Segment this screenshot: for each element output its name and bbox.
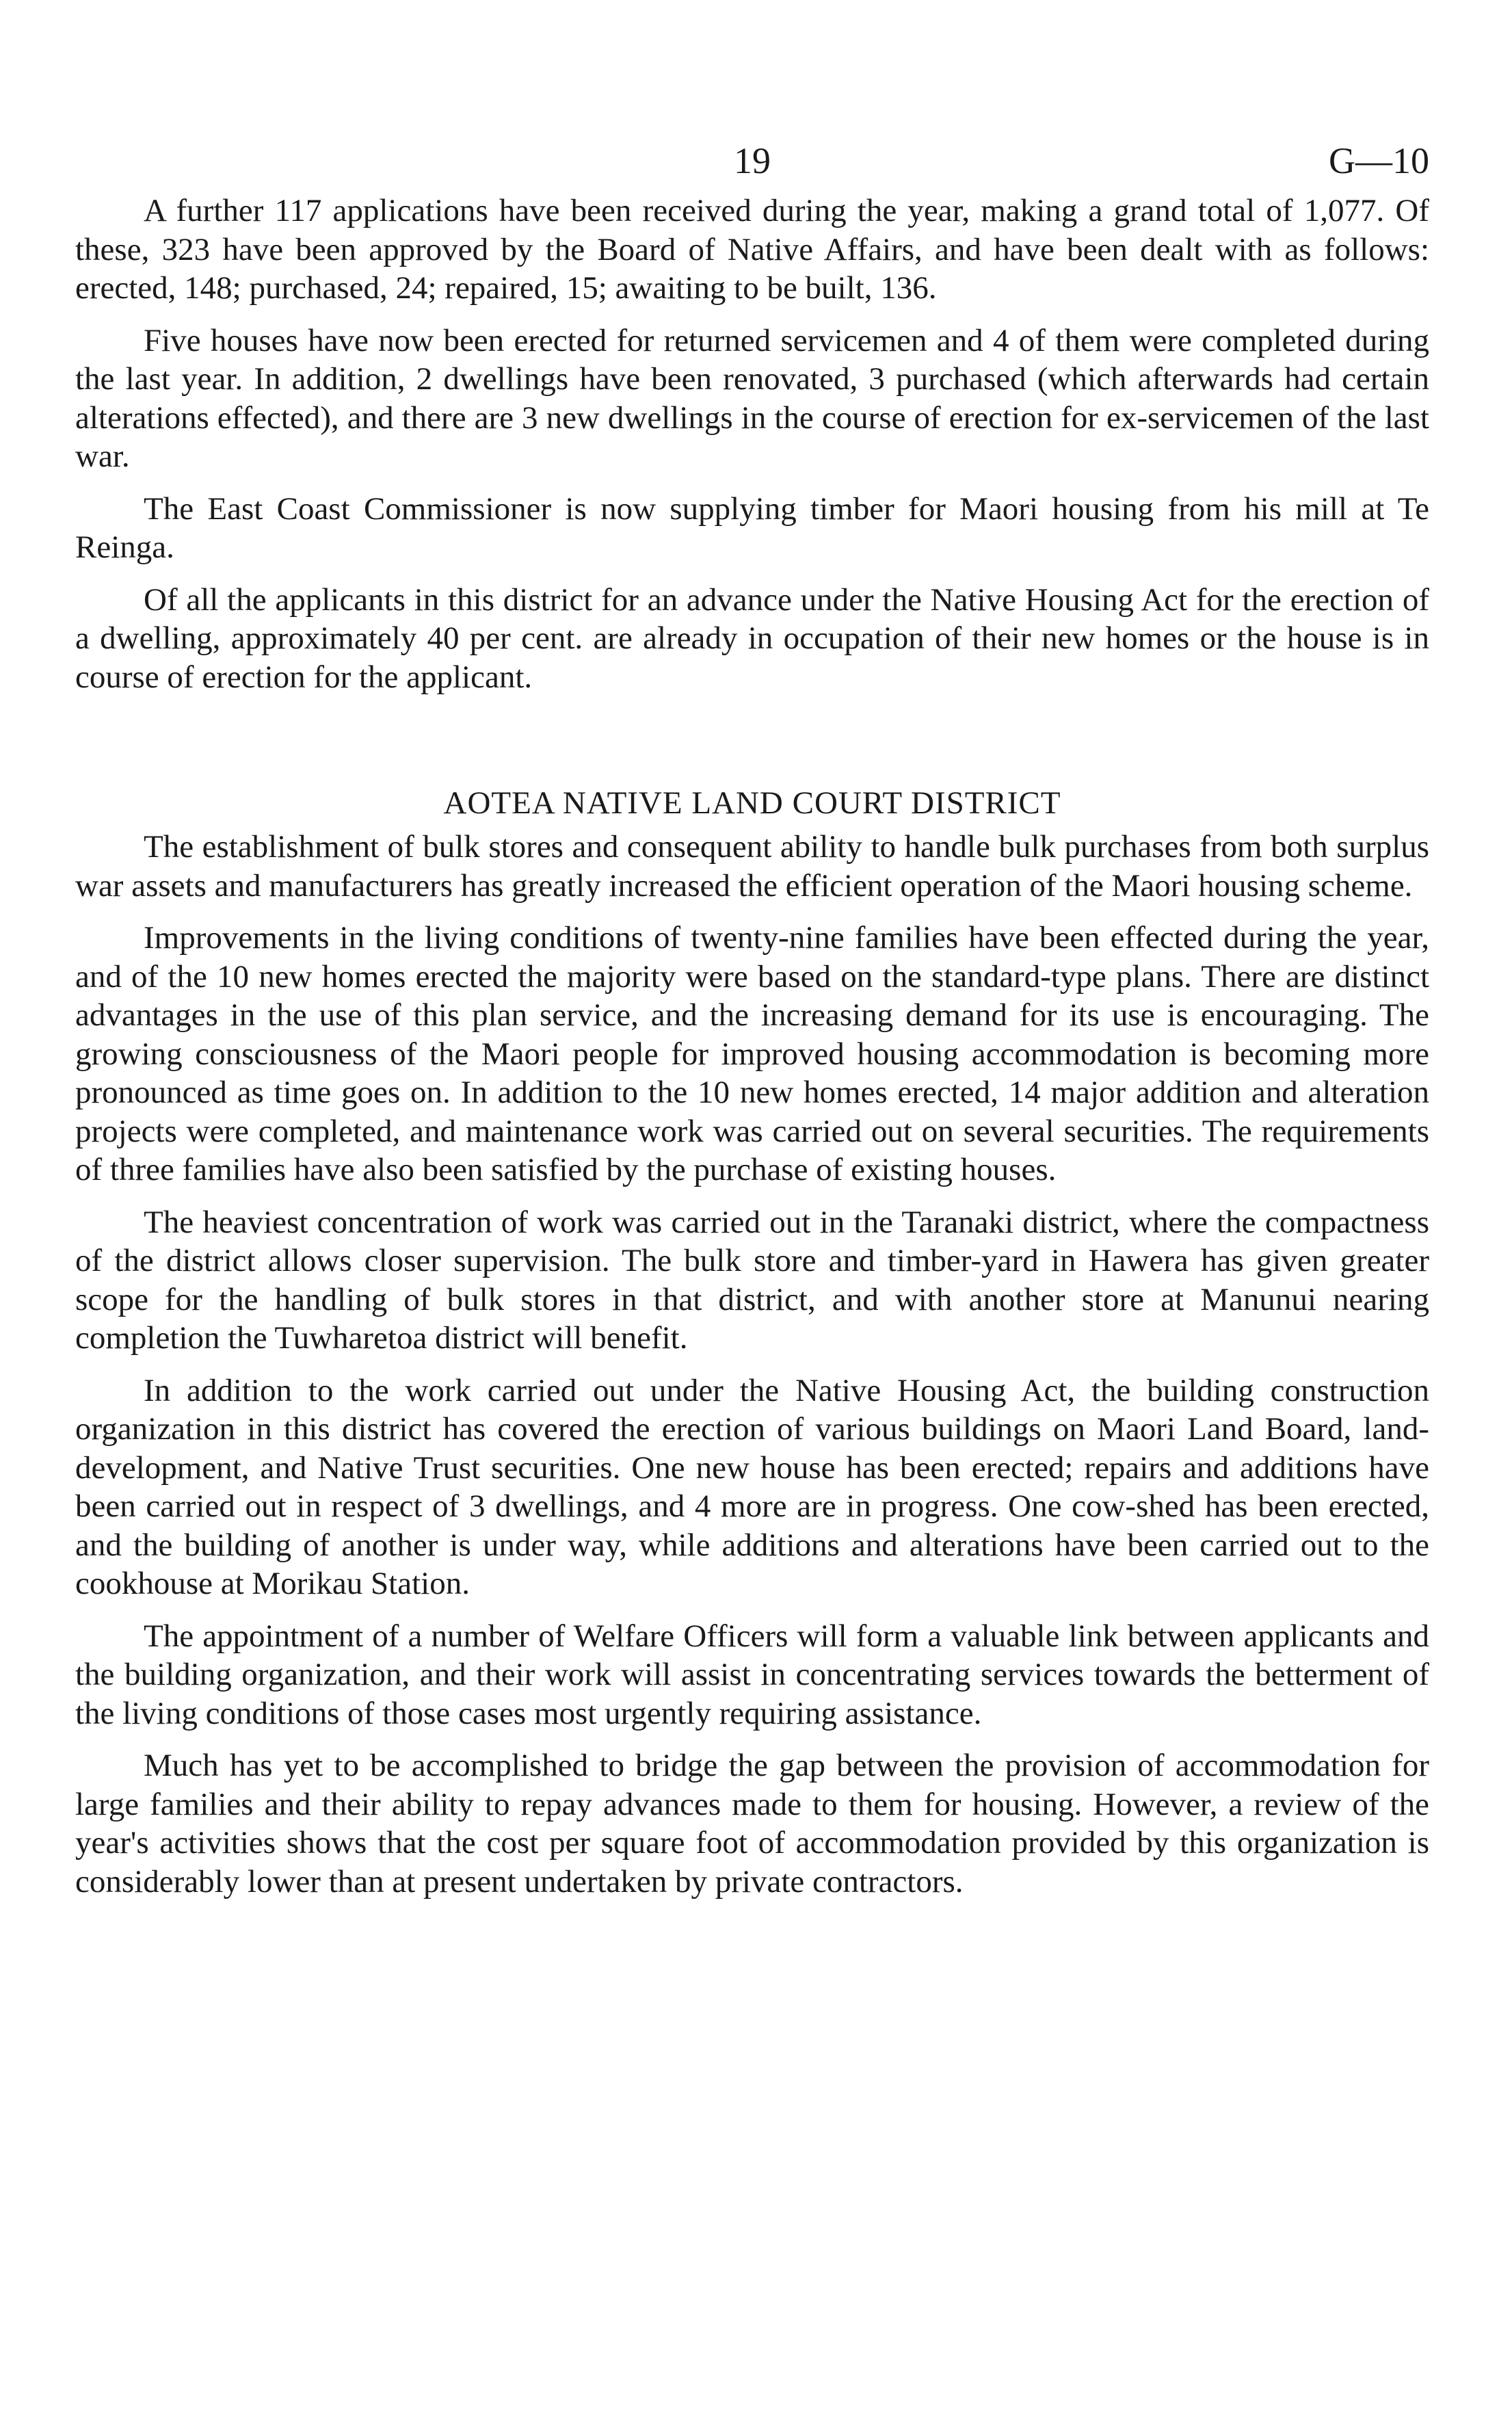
paragraph: Five houses have now been erected for returned servicemen and 4 of them were completed during the last year. In addition, 2 dwellings have been renovated, 3 purchased (which afterwards had certain alterations effected), and there are 3 new dwellings in the course of erection for ex-servicemen of the last war. [75,322,1429,474]
paragraph: Much has yet to be accomplished to bridge the gap between the provision of accommodation for large families and their ability to repay advances made to them for housing. However, a review of the year's activities shows that the cost per square foot of accommodation provided by this organization is considerably lower than at present undertaken by private contractors. [75,1748,1429,1900]
document-reference: G—10 [1329,140,1429,181]
paragraph: The establishment of bulk stores and consequent ability to handle bulk purchases from both surplus war assets and manufacturers has greatly increased the efficient operation of the Maori housing scheme. [75,829,1429,904]
section-east-coast-summary [75,192,1429,696]
page-number: 19 [734,140,771,181]
page-header [75,130,1429,192]
paragraph: In addition to the work carried out under the Native Housing Act, the building construction organization in this district has covered the erection of various buildings on Maori Land Board, land-development, and Native Trust securities. One new house has been erected; repairs and additions have been carried out in respect of 3 dwellings, and 4 more are in progress. One cow-shed has been erected, and the building of another is under way, while additions and alterations have been carried out to the cookhouse at Morikau Station. [75,1372,1429,1601]
paragraph: Of all the applicants in this district for an advance under the Native Housing Act for the erection of a dwelling, approximately 40 per cent. are already in occupation of their new homes or the house is in course of erection for the applicant. [75,581,1429,695]
paragraph: The East Coast Commissioner is now supplying timber for Maori housing from his mill at Te Reinga. [75,490,1429,565]
paragraph: A further 117 applications have been received during the year, making a grand total of 1,077. Of these, 323 have been approved by the Board of Native Affairs, and have been dealt with as follows: erected, 148; purchased, 24; repaired, 15; awaiting to be built, 136. [75,193,1429,306]
paragraph: The heaviest concentration of work was carried out in the Taranaki district, where the compactness of the district allows closer supervision. The bulk store and timber-yard in Hawera has given greater scope for the handling of bulk stores in that district, and with another store at Manunui nearing completion the Tuwharetoa district will benefit. [75,1204,1429,1356]
section-aotea [75,784,1429,1901]
paragraph: The appointment of a number of Welfare Officers will form a valuable link between applicants and the building organization, and their work will assist in concentrating services towards the betterment of the living conditions of those cases most urgently requiring assistance. [75,1618,1429,1731]
paragraph: Improvements in the living conditions of twenty-nine families have been effected during the year, and of the 10 new homes erected the majority were based on the standard-type plans. There are distinct advantages in the use of this plan service, and the increasing demand for its use is encouraging. The growing consciousness of the Maori people for improved housing accommodation is becoming more pronounced as time goes on. In addition to the 10 new homes erected, 14 major addition and alteration projects were completed, and maintenance work was carried out on several securities. The requirements of three families have also been satisfied by the purchase of existing houses. [75,920,1429,1187]
section-heading: AOTEA NATIVE LAND COURT DISTRICT [443,785,1061,821]
document-page [75,130,1429,1915]
